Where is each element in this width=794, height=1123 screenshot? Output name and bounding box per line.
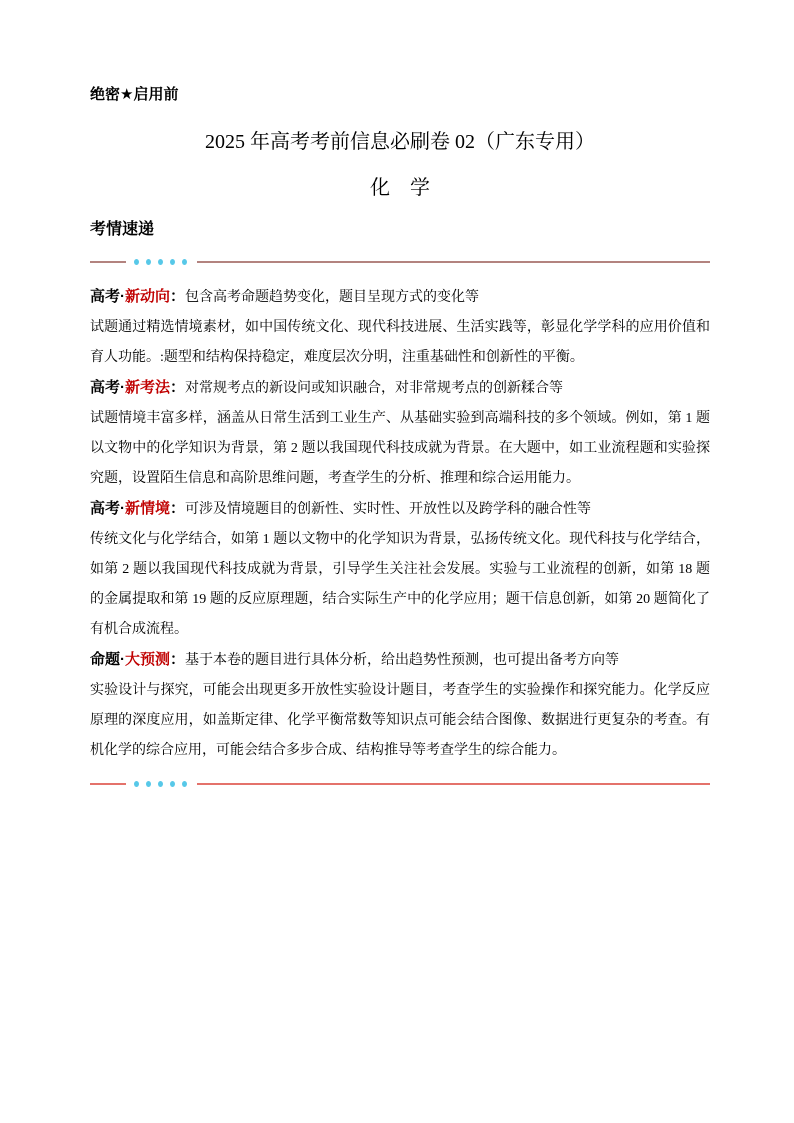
dot-icon xyxy=(134,781,139,787)
section-label-highlight: 新动向 xyxy=(125,288,171,305)
section-label-prefix: 高考· xyxy=(90,379,125,396)
section-heading xyxy=(90,645,710,676)
exam-info-section xyxy=(90,373,710,494)
security-notice: 绝密★启用前 xyxy=(90,86,179,103)
section-label-highlight: 大预测 xyxy=(125,651,171,668)
section-label-colon: ： xyxy=(170,288,186,305)
exam-info-section xyxy=(90,282,710,373)
section-label-colon: ： xyxy=(170,379,186,396)
dot-icon xyxy=(158,259,163,265)
divider-top xyxy=(90,258,710,266)
divider-line-long xyxy=(197,783,710,785)
dot-icon xyxy=(182,781,187,787)
section-label-colon: ： xyxy=(170,500,186,517)
section-body: 传统文化与化学结合，如第 1 题以文物中的化学知识为背景，弘扬传统文化。现代科技与化学结合，如第 2 题以我国现代科技成就为背景，引导学生关注社会发展。实验与工业流程的创新，如第 18 题的金属提取和第 19 题的反应原理题，结合实际生产中的化学应用；题干信息创新，如第 20 题简化了有机合成流程。 xyxy=(90,532,710,637)
divider-bottom xyxy=(90,780,710,788)
page-title: 2025 年高考考前信息必刷卷 02（广东专用） xyxy=(205,131,595,153)
exam-info-section xyxy=(90,494,710,645)
section-label-prefix: 命题· xyxy=(90,651,125,668)
subject-title: 化 学 xyxy=(370,177,430,199)
column-heading: 考情速递 xyxy=(90,221,155,238)
divider-dots xyxy=(134,781,187,787)
dot-icon xyxy=(170,781,175,787)
section-summary: 包含高考命题趋势变化，题目呈现方式的变化等 xyxy=(185,290,480,305)
dot-icon xyxy=(182,259,187,265)
dot-icon xyxy=(134,259,139,265)
divider-dots xyxy=(134,259,187,265)
section-heading xyxy=(90,373,710,404)
section-label-prefix: 高考· xyxy=(90,500,125,517)
section-heading xyxy=(90,494,710,525)
section-body: 试题通过精选情境素材，如中国传统文化、现代科技进展、生活实践等，彰显化学学科的应用价值和育人功能。:题型和结构保持稳定，难度层次分明，注重基础性和创新性的平衡。 xyxy=(90,320,710,365)
section-summary: 可涉及情境题目的创新性、实时性、开放性以及跨学科的融合性等 xyxy=(185,502,592,517)
section-label-highlight: 新考法 xyxy=(125,379,171,396)
dot-icon xyxy=(146,781,151,787)
section-label-colon: ： xyxy=(170,651,186,668)
dot-icon xyxy=(158,781,163,787)
exam-info-section xyxy=(90,645,710,766)
section-summary: 基于本卷的题目进行具体分析，给出趋势性预测，也可提出备考方向等 xyxy=(185,653,620,668)
divider-line-short xyxy=(90,261,126,263)
divider-line-long xyxy=(197,261,710,263)
section-label-highlight: 新情境 xyxy=(125,500,171,517)
dot-icon xyxy=(146,259,151,265)
section-body: 试题情境丰富多样，涵盖从日常生活到工业生产、从基础实验到高端科技的多个领域。例如，第 1 题以文物中的化学知识为背景，第 2 题以我国现代科技成就为背景。在大题中，如工业流程题和实验探究题，设置陌生信息和高阶思维问题，考查学生的分析、推理和综合运用能力。 xyxy=(90,411,710,486)
dot-icon xyxy=(170,259,175,265)
section-label-prefix: 高考· xyxy=(90,288,125,305)
exam-info-sections xyxy=(90,282,710,766)
section-heading xyxy=(90,282,710,313)
section-summary: 对常规考点的新设问或知识融合，对非常规考点的创新糅合等 xyxy=(185,381,564,396)
section-body: 实验设计与探究，可能会出现更多开放性实验设计题目，考查学生的实验操作和探究能力。化学反应原理的深度应用，如盖斯定律、化学平衡常数等知识点可能会结合图像、数据进行更复杂的考查。有机化学的综合应用，可能会结合多步合成、结构推导等考查学生的综合能力。 xyxy=(90,683,710,758)
divider-line-short xyxy=(90,783,126,785)
